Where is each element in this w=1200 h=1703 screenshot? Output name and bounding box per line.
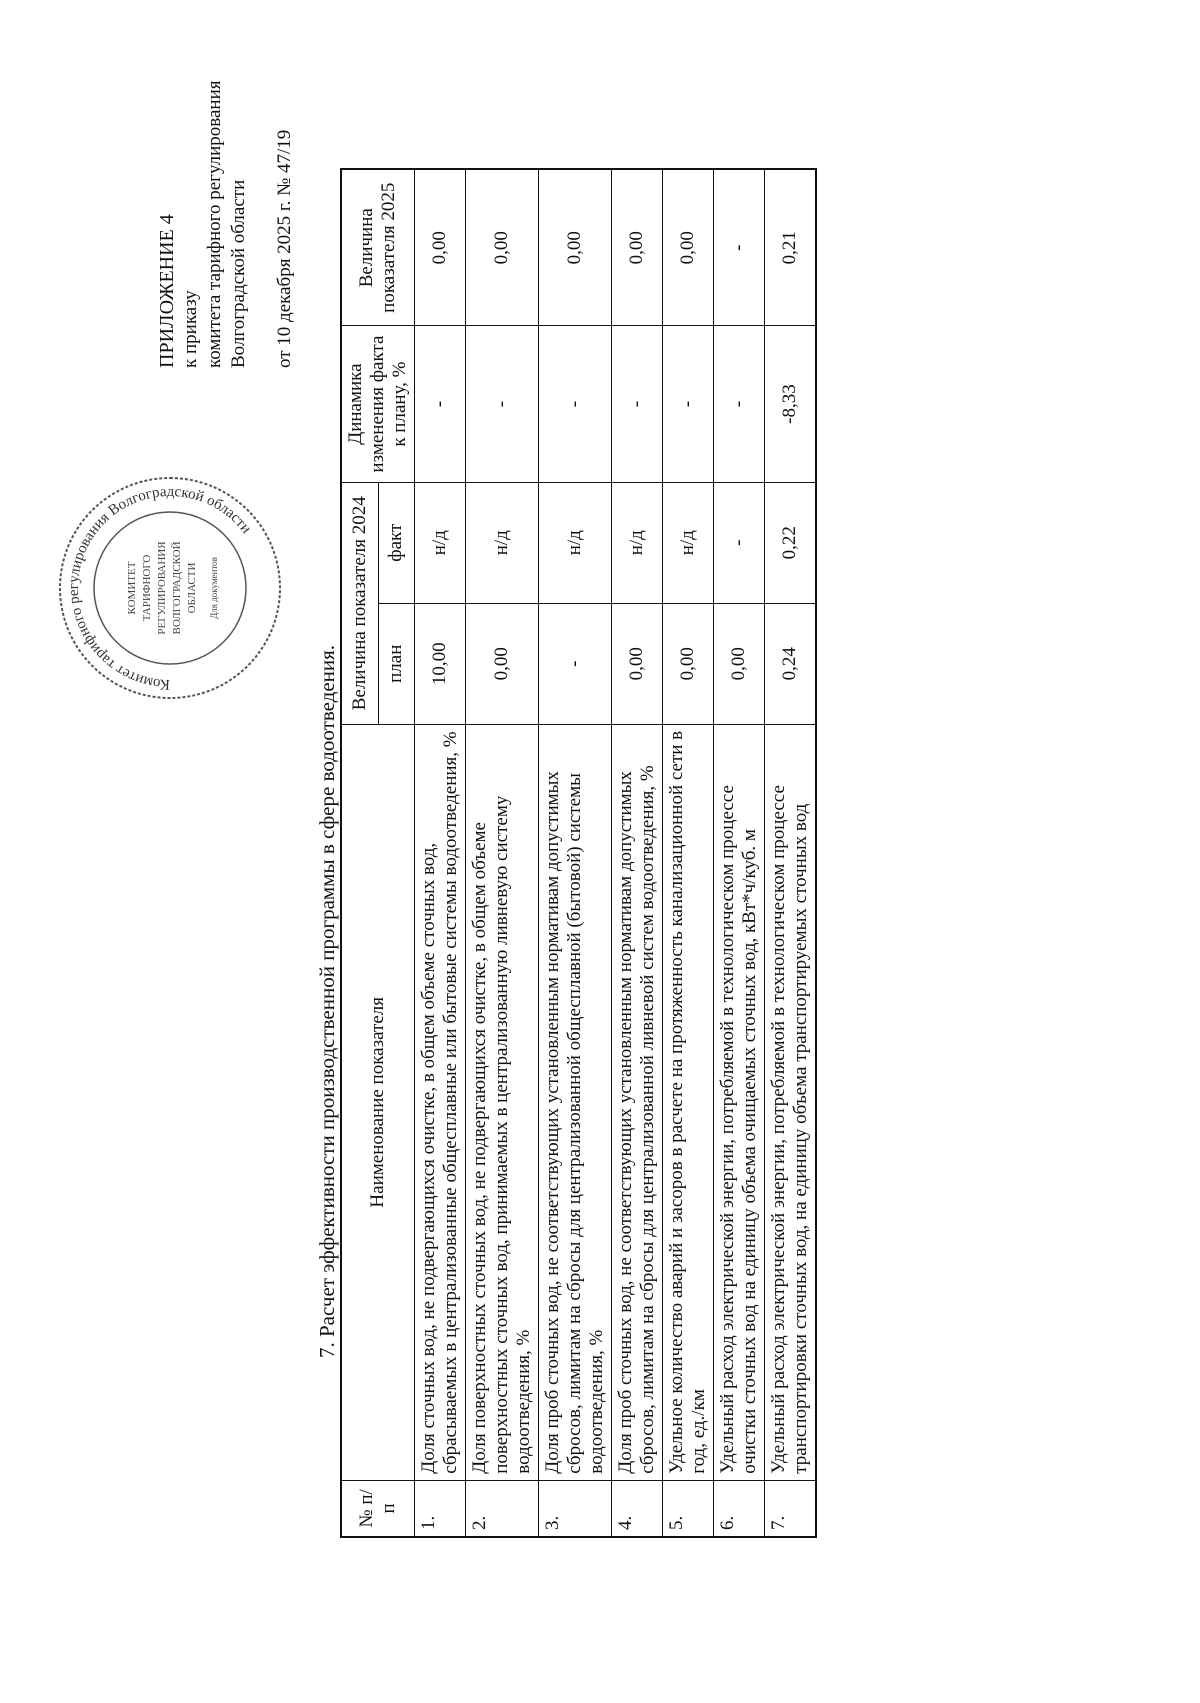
row-name: Доля проб сточных вод, не соответствующих установленным нормативам допустимых сбросов, лимитам на сбросы для централизованной ливневой систем водоотведения, % xyxy=(612,724,663,1480)
row-value-2025: - xyxy=(714,169,765,326)
row-value-2025: 0,21 xyxy=(765,169,817,326)
section-title: 7. Расчет эффективности производственной программы в сфере водоотведения. xyxy=(315,644,339,1358)
row-value-2025: 0,00 xyxy=(539,169,612,326)
appendix-date: от 10 декабря 2025 г. № 47/19 xyxy=(274,129,295,368)
table-row xyxy=(466,169,539,1537)
row-num: 2. xyxy=(466,1480,539,1537)
official-stamp xyxy=(55,473,285,703)
header-plan: план xyxy=(378,603,414,724)
stamp-line: ОБЛАСТИ xyxy=(186,562,198,614)
row-plan: 10,00 xyxy=(415,603,466,724)
row-fact: н/д xyxy=(612,482,663,603)
table-row xyxy=(415,169,466,1537)
row-fact: н/д xyxy=(415,482,466,603)
table-row xyxy=(539,169,612,1537)
row-name: Доля проб сточных вод, не соответствующих установленным нормативам допустимых сбросов, лимитам на сбросы для централизованной общесплавной (бытовой) системы водоотведения, % xyxy=(539,724,612,1480)
stamp-line: РЕГУЛИРОВАНИЯ xyxy=(156,541,168,635)
row-name: Удельное количество аварий и засоров в расчете на протяженность канализационной сети в год, ед./км xyxy=(663,724,714,1480)
table-row xyxy=(714,169,765,1537)
row-num: 3. xyxy=(539,1480,612,1537)
row-dynamics: - xyxy=(714,326,765,482)
row-dynamics: - xyxy=(415,326,466,482)
row-plan: 0,00 xyxy=(663,603,714,724)
stamp-line: ВОЛГОГРАДСКОЙ xyxy=(171,541,183,635)
header-value-2025: Величина показателя 2025 xyxy=(341,169,415,326)
appendix-line: комитета тарифного регулирования xyxy=(204,80,225,368)
header-num: № п/п xyxy=(341,1480,415,1537)
row-num: 4. xyxy=(612,1480,663,1537)
row-name: Доля сточных вод, не подвергающихся очистке, в общем объеме сточных вод, сбрасываемых в централизованные общесплавные или бытовые системы водоотведения, % xyxy=(415,724,466,1480)
row-plan: 0,00 xyxy=(612,603,663,724)
table-row xyxy=(612,169,663,1537)
row-num: 1. xyxy=(415,1480,466,1537)
row-dynamics: - xyxy=(539,326,612,482)
header-name: Наименование показателя xyxy=(341,724,415,1480)
stamp-line: КОМИТЕТ xyxy=(126,561,138,615)
row-value-2025: 0,00 xyxy=(466,169,539,326)
row-name: Доля поверхностных сточных вод, не подвергающихся очистке, в общем объеме поверхностных сточных вод, принимаемых в централизованную ливневую систему водоотведения, % xyxy=(466,724,539,1480)
row-dynamics: - xyxy=(663,326,714,482)
row-fact: 0,22 xyxy=(765,482,817,603)
row-dynamics: - xyxy=(612,326,663,482)
appendix-header xyxy=(155,80,297,368)
stamp-bottom-text: Для документов xyxy=(209,557,219,619)
row-plan: - xyxy=(539,603,612,724)
row-fact: н/д xyxy=(663,482,714,603)
row-name: Удельный расход электрической энергии, потребляемой в технологическом процессе очистки сточных вод на единицу объема очищаемых сточных вод, кВт*ч/куб. м xyxy=(714,724,765,1480)
row-fact: н/д xyxy=(539,482,612,603)
row-value-2025: 0,00 xyxy=(663,169,714,326)
stamp-line: ТАРИФНОГО xyxy=(141,554,153,622)
row-num: 5. xyxy=(663,1480,714,1537)
table-row xyxy=(663,169,714,1537)
row-dynamics: - xyxy=(466,326,539,482)
row-plan: 0,00 xyxy=(466,603,539,724)
appendix-line: Волгоградской области xyxy=(228,179,249,368)
efficiency-table xyxy=(340,168,817,1538)
row-value-2025: 0,00 xyxy=(612,169,663,326)
row-dynamics: -8,33 xyxy=(765,326,817,482)
appendix-title: ПРИЛОЖЕНИЕ 4 xyxy=(156,214,178,368)
row-name: Удельный расход электрической энергии, потребляемой в технологическом процессе транспортировки сточных вод, на единицу объема транспортируемых сточных вод xyxy=(765,724,817,1480)
row-num: 6. xyxy=(714,1480,765,1537)
header-value-2024: Величина показателя 2024 xyxy=(341,482,378,724)
row-value-2025: 0,00 xyxy=(415,169,466,326)
header-dynamics: Динамика изменения факта к плану, % xyxy=(341,326,415,482)
row-plan: 0,00 xyxy=(714,603,765,724)
header-fact: факт xyxy=(378,482,414,603)
table-row xyxy=(765,169,817,1537)
table-header-row xyxy=(341,169,378,1537)
row-plan: 0,24 xyxy=(765,603,817,724)
row-fact: н/д xyxy=(466,482,539,603)
row-fact: - xyxy=(714,482,765,603)
row-num: 7. xyxy=(765,1480,817,1537)
stamp-ring-text: Комитет тарифного регулирования Волгоградской области xyxy=(65,483,255,693)
appendix-line: к приказу xyxy=(180,290,201,368)
